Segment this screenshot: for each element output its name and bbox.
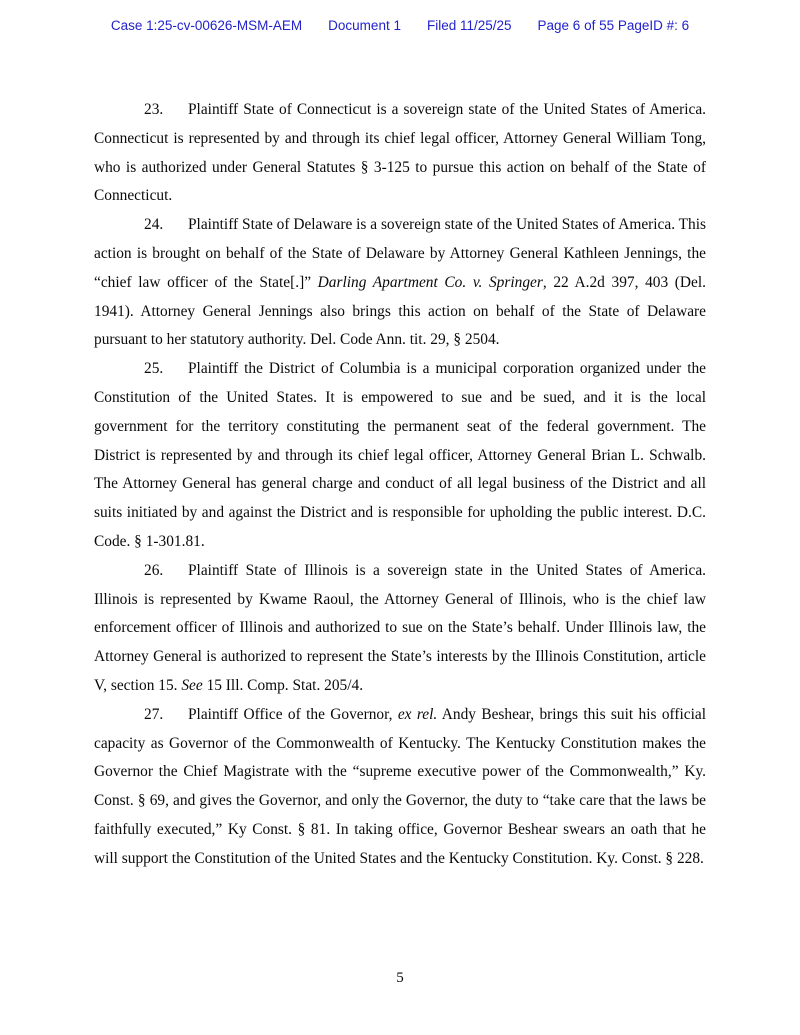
paragraph — [94, 355, 706, 557]
paragraph — [94, 211, 706, 355]
paragraph-number: 27. — [144, 705, 164, 723]
paragraph-text: Plaintiff Office of the Governor, — [188, 705, 398, 723]
paragraph-number: 25. — [144, 360, 164, 378]
paragraph-text-italic: See — [181, 676, 203, 694]
filed-date: Filed 11/25/25 — [426, 18, 512, 33]
paragraph — [94, 96, 706, 211]
document-number: Document 1 — [328, 18, 401, 33]
page-info: Page 6 of 55 PageID #: 6 — [537, 18, 690, 33]
page-number-footer: 5 — [396, 970, 404, 986]
paragraph-text: 15 Ill. Comp. Stat. 205/4. — [202, 676, 364, 694]
paragraph-text: , 22 A.2d 397, 403 (Del. 1941). Attorney General Jennings also brings this action on behalf of the State of Delaware pursuant to her statutory authority. Del. Code Ann. tit. 29, § 2504. — [94, 273, 706, 349]
court-stamp-header — [0, 18, 800, 33]
document-body — [94, 96, 706, 874]
case-number: Case 1:25-cv-00626-MSM-AEM — [110, 18, 303, 33]
paragraph-text-italic: Darling Apartment Co. v. Springer — [317, 273, 543, 291]
paragraph-text: Andy Beshear, brings this suit his official capacity as Governor of the Commonwealth of Kentucky. The Kentucky Constitution makes the Governor the Chief Magistrate with the “supreme executive power of the Commonwealth,” Ky. Const. § 69, and gives the Governor, and only the Governor, the duty to “take care that the laws be faithfully executed,” Ky Const. § 81. In taking office, Governor Beshear swears an oath that he will support the Constitution of the United States and the Kentucky Constitution. Ky. Const. § 228. — [94, 705, 707, 867]
paragraph-text: Plaintiff State of Delaware is a sovereign state of the United States of America. This action is brought on behalf of the State of Delaware by Attorney General Kathleen Jennings, the “chief law officer of the State[.]” — [94, 216, 706, 291]
paragraph — [94, 701, 706, 874]
paragraph-text: Plaintiff the District of Columbia is a municipal corporation organized under the Constitution of the United States. It is empowered to sue and be sued, and it is the local government for the territory constituting the permanent seat of the federal government. The District is represented by and through its chief legal officer, Attorney General Brian L. Schwalb. The Attorney General has general charge and conduct of all legal business of the District and all suits initiated by and against the District and is responsible for upholding the public interest. D.C. Code. § 1-301.81. — [94, 360, 706, 550]
paragraph-text-italic: ex rel. — [397, 705, 438, 723]
paragraph — [94, 557, 706, 701]
paragraph-text: Plaintiff State of Connecticut is a sovereign state of the United States of America. Connecticut is represented by and through its chief legal officer, Attorney General William Tong, who is authorized under General Statutes § 3-125 to pursue this action on behalf of the State of Connecticut. — [94, 101, 706, 205]
paragraph-number: 24. — [144, 216, 164, 234]
paragraph-number: 23. — [144, 101, 164, 118]
paragraph-text: Plaintiff State of Illinois is a sovereign state in the United States of America. Illinois is represented by Kwame Raoul, the Attorney General of Illinois, who is the chief law enforcement officer of Illinois and authorized to sue on the State’s behalf. Under Illinois law, the Attorney General is authorized to represent the State’s interests by the Illinois Constitution, article V, section 15. — [94, 561, 706, 694]
paragraph-number: 26. — [144, 561, 164, 579]
